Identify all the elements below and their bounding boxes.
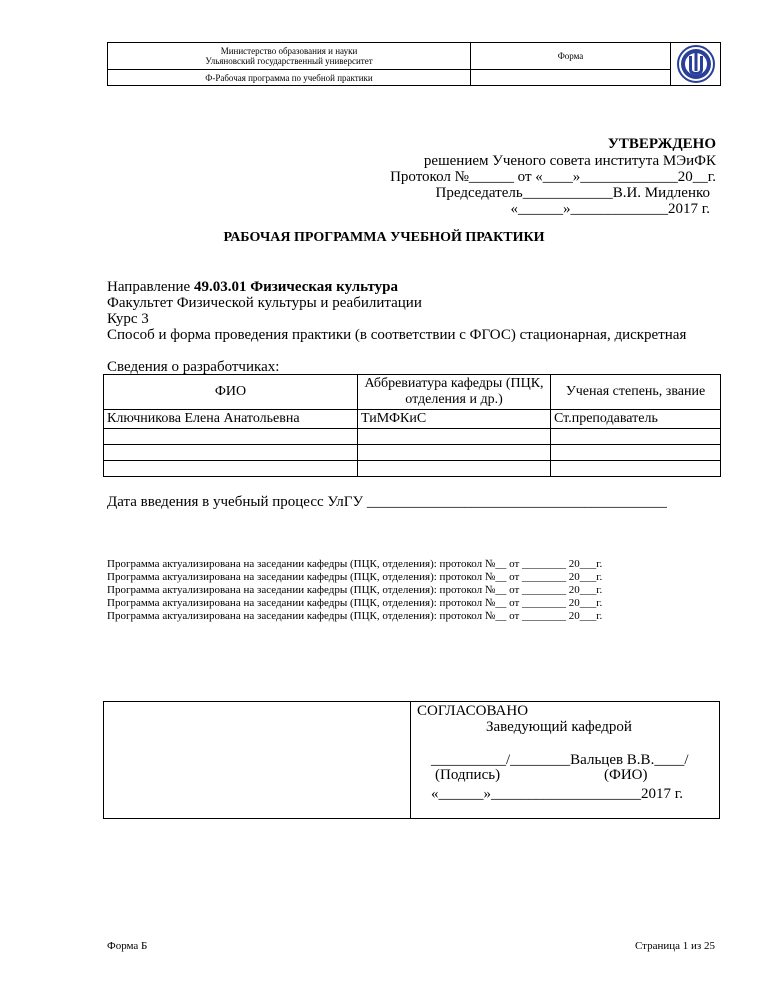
developer-degree: Ст.преподаватель (551, 410, 721, 429)
developers-table (103, 374, 721, 477)
university-name: Ульяновский государственный университет (205, 56, 373, 66)
fio-label: (ФИО) (604, 767, 648, 783)
update-line: Программа актуализирована на заседании кафедры (ПЦК, отделения): протокол №__ от ________ 20___г. (107, 597, 603, 609)
approval-chairman: Председатель____________В.И. Мидленко (435, 185, 710, 201)
document-header (107, 42, 721, 86)
form-label: Форма (557, 51, 584, 61)
signature-label: (Подпись) (435, 767, 501, 783)
direction-line (107, 279, 398, 296)
course-line: Курс 3 (107, 311, 149, 327)
program-label-cell (108, 70, 471, 86)
update-line: Программа актуализирована на заседании кафедры (ПЦК, отделения): протокол №__ от ________ 20___г. (107, 558, 603, 570)
update-line: Программа актуализирована на заседании кафедры (ПЦК, отделения): протокол №__ от ________ 20___г. (107, 571, 603, 583)
agreement-empty-cell (104, 702, 411, 819)
logo-cell (671, 43, 721, 86)
developers-caption: Сведения о разработчиках: (107, 359, 280, 375)
agreement-cell (411, 702, 720, 819)
intro-date-line: Дата введения в учебный процесс УлГУ ________________________________________ (107, 494, 667, 510)
agreement-date: «______»____________________2017 г. (431, 786, 683, 802)
table-row-empty (104, 429, 721, 445)
table-row (104, 410, 721, 429)
program-label: Ф-Рабочая программа по учебной практики (205, 72, 373, 83)
column-header-degree: Ученая степень, звание (551, 375, 721, 410)
direction-label: Направление (107, 279, 194, 295)
page-number: Страница 1 из 25 (634, 940, 715, 952)
update-line: Программа актуализирована на заседании кафедры (ПЦК, отделения): протокол №__ от ________ 20___г. (107, 610, 603, 622)
approval-decision: решением Ученого совета института МЭиФК (423, 153, 716, 169)
empty-cell (471, 70, 671, 86)
agreement-heading: СОГЛАСОВАНО (417, 703, 529, 719)
update-line: Программа актуализирована на заседании кафедры (ПЦК, отделения): протокол №__ от ________ 20___г. (107, 584, 603, 596)
form-cell (471, 43, 671, 70)
method-line: Способ и форма проведения практики (в соответствии с ФГОС) стационарная, дискретная (107, 327, 687, 343)
page-title: РАБОЧАЯ ПРОГРАММА УЧЕБНОЙ ПРАКТИКИ (223, 230, 545, 245)
direction-value: 49.03.01 Физическая культура (193, 279, 398, 295)
table-row-empty (104, 445, 721, 461)
developer-fio: Ключникова Елена Анатольевна (104, 410, 358, 429)
university-logo-icon (676, 44, 716, 84)
table-header-row (104, 375, 721, 410)
table-row-empty (104, 461, 721, 477)
agreement-table (103, 701, 720, 819)
institution-cell (108, 43, 471, 70)
head-of-department: Заведующий кафедрой (486, 719, 632, 735)
column-header-fio: ФИО (104, 375, 358, 410)
developer-department: ТиМФКиС (358, 410, 551, 429)
column-header-department: Аббревиатура кафедры (ПЦК, отделения и др.) (358, 375, 551, 410)
footer-form: Форма Б (107, 940, 148, 952)
signature-line: __________/________Вальцев В.В.____/ (431, 752, 689, 768)
ministry-name: Министерство образования и науки (220, 46, 358, 56)
approval-protocol: Протокол №______ от «____»_____________20__г. (390, 169, 716, 185)
faculty-line: Факультет Физической культуры и реабилитации (107, 295, 422, 311)
approval-heading: УТВЕРЖДЕНО (607, 136, 716, 152)
approval-date: «______»_____________2017 г. (510, 201, 710, 217)
